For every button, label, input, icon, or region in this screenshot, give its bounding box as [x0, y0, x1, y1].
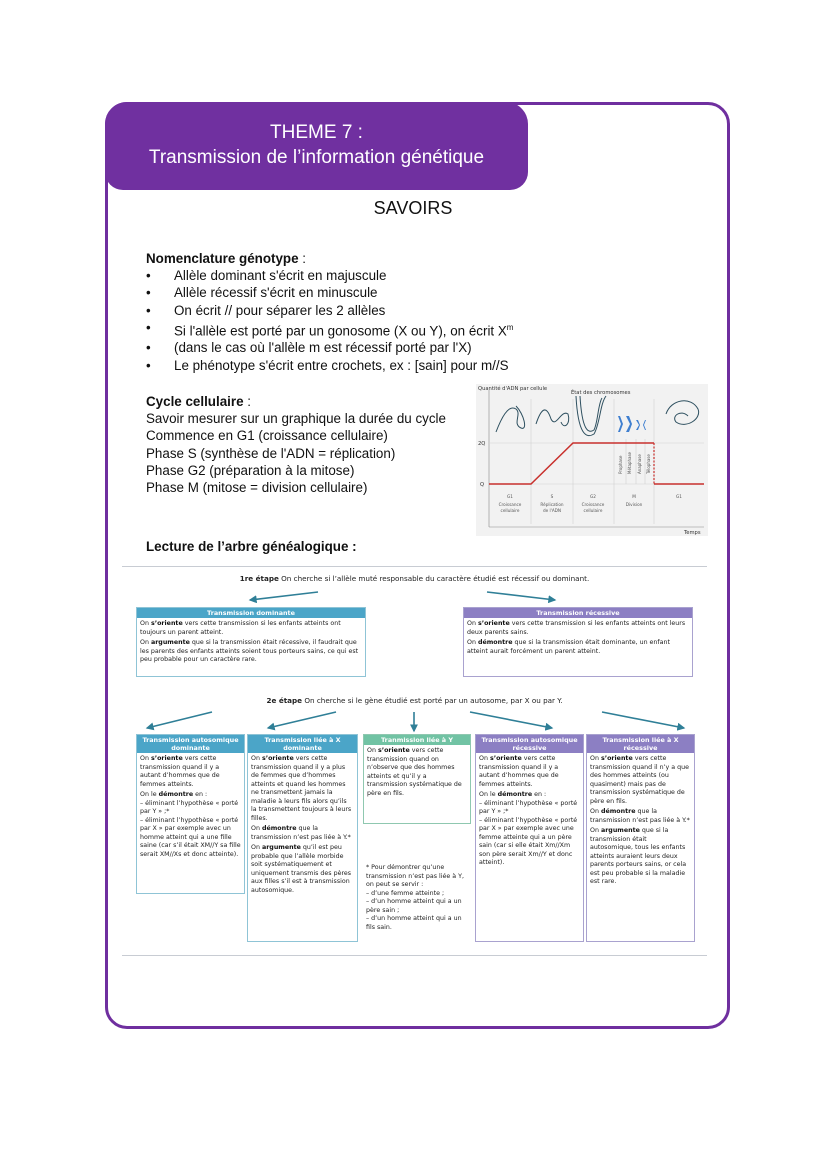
list-item: • Si l'allèle est porté par un gonosome (X ou Y), on écrit $X^m$ [146, 319, 513, 340]
card-title: Transmission liée à X dominante [248, 735, 357, 753]
svg-text:M: M [632, 494, 636, 499]
svg-text:G1: G1 [676, 494, 682, 499]
list-item: • (dans le cas où l'allèle m est récessif porté par l'X) [146, 339, 513, 356]
divider [122, 955, 707, 956]
list-item: • Le phénotype s'écrit entre crochets, ex : [sain] pour m//S [146, 357, 513, 374]
svg-text:Croissance: Croissance [581, 502, 605, 507]
pedigree-heading: Lecture de l’arbre généalogique : [146, 539, 357, 554]
cycle-line: Savoir mesurer sur un graphique la durée du cycle [146, 411, 446, 427]
cycle-line: Phase S (synthèse de l'ADN = réplication) [146, 445, 396, 461]
tick-2q: 2Q [478, 441, 486, 447]
theme-banner [105, 102, 528, 190]
cycle-line: Phase M (mitose = division cellulaire) [146, 480, 368, 496]
card-title: Transmission autosomique récessive [476, 735, 583, 753]
x-axis-label: Temps [684, 530, 701, 536]
card-dominant: Transmission dominante On s’oriente vers cette transmission si les enfants atteints ont toujours un parent atteint. On argumente que si la transmission était récessive, il faudrait que les parents des enfants atteints soient tous porteurs sains, ce qui est peu probable pour un caractère rare. [136, 607, 366, 677]
card-title: Transmission liée à X récessive [587, 735, 694, 753]
svg-text:G1: G1 [507, 494, 513, 499]
svg-text:Réplication: Réplication [540, 502, 564, 507]
cycle-section [146, 393, 446, 496]
svg-text:S: S [550, 494, 554, 499]
y-axis-label: Quantité d'ADN par cellule [478, 386, 548, 392]
top-label: État des chromosomes [571, 390, 631, 396]
card-title: Tranmission liée à Y [364, 735, 470, 745]
card-y-linked: Tranmission liée à Y On s’oriente vers cette transmission quand on n’observe que des hommes atteints et qu’il y a transmission systématique de père en fils. [363, 734, 471, 824]
divider [122, 566, 707, 567]
svg-text:Métaphase: Métaphase [627, 451, 632, 474]
cycle-line: Commence en G1 (croissance cellulaire) [146, 428, 388, 444]
step-1: 1re étape On cherche si l’allèle muté responsable du caractère étudié est récessif ou dominant. [239, 574, 590, 583]
svg-text:Division: Division [625, 502, 643, 507]
section-title: SAVOIRS [373, 198, 453, 218]
theme-number: THEME 7 : [270, 122, 363, 143]
svg-text:Prophase: Prophase [618, 455, 623, 474]
svg-text:Croissance: Croissance [498, 502, 522, 507]
theme-title: Transmission de l’information génétique [148, 147, 485, 168]
card-title: Transmission récessive [464, 608, 692, 618]
card-title: Transmission dominante [137, 608, 365, 618]
nomenclature-section [146, 250, 513, 374]
cell-cycle-figure [476, 384, 708, 536]
list-item: • On écrit // pour séparer les 2 allèles [146, 302, 513, 319]
nomenclature-heading: Nomenclature génotype : [146, 251, 306, 266]
card-autosomal-recessive: Transmission autosomique récessive On s’oriente vers cette transmission quand il y a autant d’hommes que de femmes atteints. On le démontre en : – éliminant l’hypothèse « porté par Y » ;* – éliminant l’hypothèse « porté par X » par exemple avec une femme atteinte qui a un père sain (car si elle était Xm//Xm son père serait Xm//Y et donc atteint). [475, 734, 584, 942]
card-title: Transmission autosomique dominante [137, 735, 244, 753]
cycle-heading: Cycle cellulaire : [146, 394, 251, 409]
svg-text:Anaphase: Anaphase [637, 454, 642, 474]
card-autosomal-dominant: Transmission autosomique dominante On s’oriente vers cette transmission quand il y a autant d’hommes que de femmes atteints. On le démontre en : – éliminant l’hypothèse « porté par Y » ;* – éliminant l’hypothèse « porté par X » par exemple avec un homme atteint qui a une fille saine (car s’il était XM//Y sa fille serait XM//Xs et donc atteinte). [136, 734, 245, 894]
cycle-line: Phase G2 (préparation à la mitose) [146, 462, 355, 478]
svg-text:de l'ADN: de l'ADN [542, 508, 562, 513]
nomenclature-list [146, 267, 513, 374]
svg-text:Télophase: Télophase [646, 454, 651, 474]
list-item: • Allèle dominant s'écrit en majuscule [146, 267, 513, 284]
list-item: • Allèle récessif s'écrit en minuscule [146, 284, 513, 301]
card-x-linked-dominant: Transmission liée à X dominante On s’oriente vers cette transmission quand il y a plus de femmes que d’hommes atteints et quand les hommes ne transmettent jamais la maladie à leurs fils alors qu’ils la transmettent toujours à leurs filles. On démontre que la transmission n’est pas liée à Y.* On argumente qu’il est peu probable que l’allèle morbide soit systématiquement et uniquement transmis des pères aux filles s’il est à transmission autosomique. [247, 734, 358, 942]
tick-q: Q [480, 482, 485, 488]
footnote: * Pour démontrer qu’une transmission n’est pas liée à Y, on peut se servir : – d’une femme atteinte ; – d’un homme atteint qui a un père sain ; – d’un homme atteint qui a un fils sain. [366, 864, 464, 931]
card-recessive: Transmission récessive On s’oriente vers cette transmission si les enfants atteints ont leurs deux parents sains. On démontre que si la transmission était dominante, un enfant atteint aurait forcément un parent atteint. [463, 607, 693, 677]
svg-text:cellulaire: cellulaire [500, 508, 520, 513]
step-2: 2e étape On cherche si le gène étudié est porté par un autosome, par X ou par Y. [266, 696, 563, 705]
card-x-linked-recessive: Transmission liée à X récessive On s’oriente vers cette transmission quand il n’y a que des hommes atteints (ou quasiment) mais pas de transmission systématique de père en fils. On démontre que la transmission n’est pas liée à Y.* On argumente que si la transmission était autosomique, tous les enfants atteints auraient leurs deux parents porteurs sains, or cela est peu probable si la maladie est rare. [586, 734, 695, 942]
svg-text:G2: G2 [590, 494, 596, 499]
svg-text:cellulaire: cellulaire [583, 508, 603, 513]
